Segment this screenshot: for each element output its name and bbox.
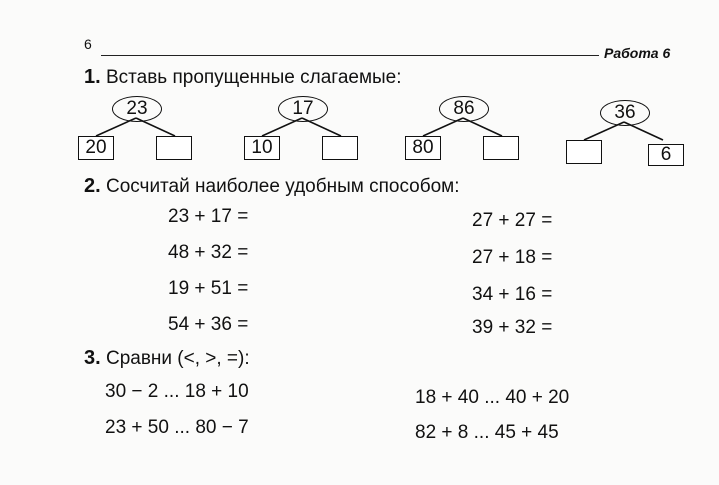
task1-number: 1.	[84, 66, 101, 88]
work-title: Работа 6	[604, 45, 671, 61]
bond-left-box[interactable]: 80	[405, 136, 441, 160]
task2-expression: 34 + 16 =	[472, 284, 553, 305]
number-bond-2	[244, 96, 404, 166]
bond-right-box[interactable]: 6	[648, 144, 684, 166]
task2-expression: 19 + 51 =	[168, 278, 249, 299]
header-rule	[101, 55, 599, 56]
task2-expression: 54 + 36 =	[168, 314, 249, 335]
task2-heading	[84, 175, 460, 198]
bond-total: 86	[439, 96, 489, 122]
task3-heading	[84, 347, 250, 370]
number-bond-1	[78, 96, 238, 166]
task3-comparison: 18 + 40 ... 40 + 20	[415, 387, 570, 408]
bond-right-box[interactable]	[156, 136, 192, 160]
task3-comparison: 30 − 2 ... 18 + 10	[105, 381, 249, 402]
task3-number: 3.	[84, 347, 101, 369]
task2-text: Сосчитай наиболее удобным способом:	[105, 176, 460, 197]
bond-total: 17	[278, 96, 328, 122]
number-bond-4	[566, 100, 719, 170]
task3-text: Сравни (<, >, =):	[105, 348, 250, 369]
task1-text: Вставь пропущенные слагаемые:	[105, 67, 402, 88]
bond-total: 36	[600, 100, 650, 126]
task2-expression: 27 + 18 =	[472, 247, 553, 268]
task2-expression: 39 + 32 =	[472, 317, 553, 338]
number-bond-3	[405, 96, 565, 166]
task2-number: 2.	[84, 175, 101, 197]
task1-heading	[84, 66, 402, 89]
bond-total: 23	[112, 96, 162, 122]
task2-expression: 48 + 32 =	[168, 242, 249, 263]
page-number: 6	[84, 36, 92, 52]
bond-right-box[interactable]	[322, 136, 358, 160]
bond-left-box[interactable]: 10	[244, 136, 280, 160]
task3-comparison: 23 + 50 ... 80 − 7	[105, 417, 249, 438]
task3-comparison: 82 + 8 ... 45 + 45	[415, 422, 559, 443]
task2-expression: 23 + 17 =	[168, 206, 249, 227]
bond-right-box[interactable]	[483, 136, 519, 160]
task2-expression: 27 + 27 =	[472, 210, 553, 231]
bond-left-box[interactable]: 20	[78, 136, 114, 160]
bond-left-box[interactable]	[566, 140, 602, 164]
